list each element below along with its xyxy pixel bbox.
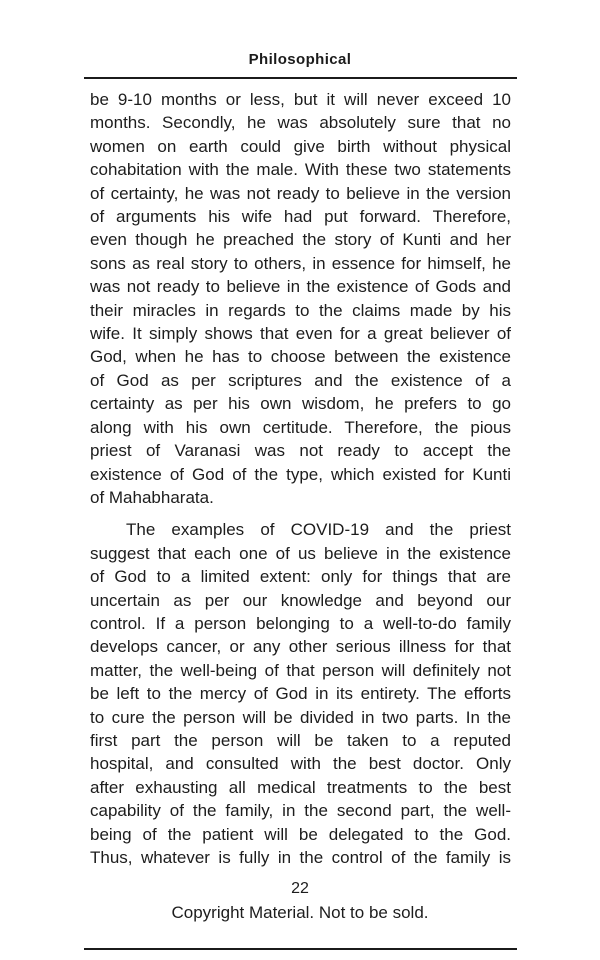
- text-line: suggest that each one of us believe in the existence: [90, 543, 511, 563]
- text-line: was not ready to believe in the existence of Gods and: [90, 277, 511, 297]
- text-line: cohabitation with the male. With these two statements: [90, 160, 511, 180]
- copyright-notice: Copyright Material. Not to be sold.: [171, 903, 429, 922]
- text-line: their miracles in regards to the claims made by his: [90, 300, 511, 320]
- text-line: existence of God of the type, which existed for Kunti: [90, 464, 511, 484]
- text-line: even though he preached the story of Kunti and her: [90, 230, 511, 250]
- footer-rule: [84, 948, 517, 950]
- text-line: develops cancer, or any other serious illness for that: [90, 637, 511, 657]
- text-line: matter, the well-being of that person will definitely not: [90, 660, 511, 680]
- text-line: along with his own certitude. Therefore, the pious: [90, 417, 511, 437]
- text-line: of God as per scriptures and the existence of a: [90, 370, 511, 390]
- text-line: of Mahabharata.: [90, 487, 214, 507]
- text-line: being of the patient will be delegated to the God.: [90, 824, 511, 844]
- text-line: The examples of COVID-19 and the priest: [126, 520, 511, 540]
- text-line: God, when he has to choose between the existence: [90, 347, 511, 367]
- text-line: of God to a limited extent: only for things that are: [90, 567, 511, 587]
- text-line: capability of the family, in the second part, the well-: [90, 801, 511, 821]
- text-line: certainty as per his own wisdom, he prefers to go: [90, 394, 511, 414]
- text-line: women on earth could give birth without physical: [90, 136, 511, 156]
- page-number: 22: [291, 880, 309, 897]
- text-line: to cure the person will be divided in two parts. In the: [90, 707, 511, 727]
- text-line: be 9-10 months or less, but it will never exceed 10: [90, 90, 511, 109]
- header-rule: [84, 77, 517, 79]
- paragraph: [90, 88, 511, 509]
- text-line: of arguments his wife had put forward. Therefore,: [90, 207, 511, 227]
- body-text: [90, 88, 511, 869]
- text-line: uncertain as per our knowledge and beyond our: [90, 590, 511, 610]
- text-line: first part the person will be taken to a reputed: [90, 730, 511, 750]
- text-line: Thus, whatever is fully in the control of the family is: [90, 848, 511, 867]
- paragraph: [90, 518, 511, 869]
- text-line: priest of Varanasi was not ready to accept the: [90, 441, 511, 461]
- text-line: be left to the mercy of God in its entirety. The efforts: [90, 684, 511, 704]
- text-line: wife. It simply shows that even for a great believer of: [90, 324, 511, 344]
- text-line: after exhausting all medical treatments to the best: [90, 777, 511, 797]
- text-line: control. If a person belonging to a well-to-do family: [90, 613, 511, 633]
- text-line: hospital, and consulted with the best doctor. Only: [90, 754, 511, 774]
- text-line: of certainty, he was not ready to believe in the version: [90, 183, 511, 203]
- text-line: months. Secondly, he was absolutely sure that no: [90, 113, 511, 133]
- text-line: sons as real story to others, in essence for himself, he: [90, 253, 511, 273]
- running-head: Philosophical: [248, 51, 352, 68]
